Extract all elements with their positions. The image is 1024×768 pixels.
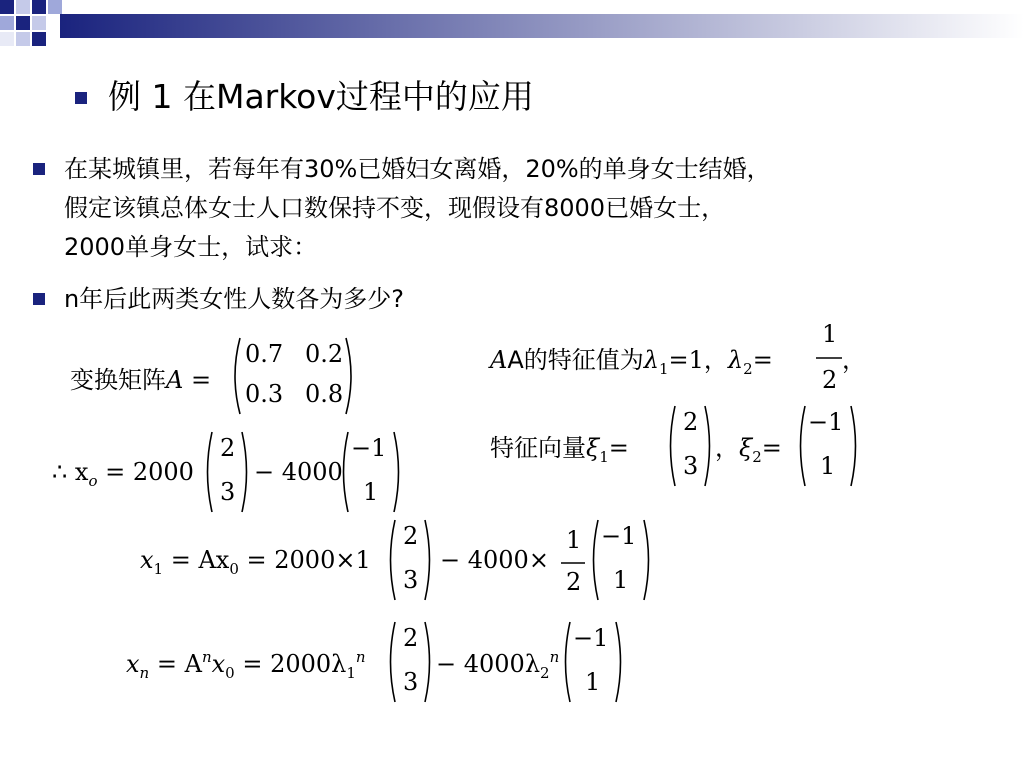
question-text: n年后此两类女性人数各为多少? <box>64 285 404 313</box>
matrix-entry-21: 0.3 <box>245 380 284 408</box>
eq0-vec2-top: −1 <box>351 434 387 462</box>
lambda2-fraction-bar <box>816 356 842 360</box>
eq1-fraction-bar <box>561 561 585 565</box>
eq1-frac-denominator: 2 <box>566 568 582 596</box>
xi1-bottom: 3 <box>683 452 699 480</box>
problem-bullet <box>33 163 45 175</box>
eqn-vec1-top: 2 <box>403 624 419 652</box>
matrix-entry-12: 0.2 <box>305 340 344 368</box>
lambda2-denominator: 2 <box>822 366 838 394</box>
problem-line-2: 假定该镇总体女士人口数保持不变，现假设有8000已婚女士， <box>64 194 726 222</box>
eqn-lhs: $x_n = A^nx_0 = 2000\lambda_1^n$ <box>126 648 366 682</box>
eq0-c2: − 4000 <box>254 458 343 486</box>
eigenvectors-line: 特征向量$\xi_1=$ <box>490 434 629 466</box>
problem-line-1: 在某城镇里，若每年有30%已婚妇女离婚，20%的单身女士结婚， <box>64 155 771 183</box>
eq1-c2: − 4000× <box>440 546 549 574</box>
problem-line-3: 2000单身女士，试求： <box>64 233 318 261</box>
comma: ， <box>842 346 866 374</box>
question-bullet <box>33 293 45 305</box>
lambda2-numerator: 1 <box>822 320 838 348</box>
eq0-vec2-bottom: 1 <box>363 478 379 506</box>
xi2-label: ，$\xi_2=$ <box>715 434 782 466</box>
eq0-lhs: ∴ $x_o = 2000$ <box>52 458 194 490</box>
matrix-entry-11: 0.7 <box>245 340 284 368</box>
eigenvalues-line: AA的特征值为$\lambda_1=1$，$\lambda_2=$ <box>490 346 773 378</box>
xi1-top: 2 <box>683 408 699 436</box>
eq0-vec1-top: 2 <box>220 434 236 462</box>
eq1-vec1-bottom: 3 <box>403 566 419 594</box>
eqn-vec2-top: −1 <box>573 624 609 652</box>
header-decoration <box>0 0 1024 60</box>
xi2-bottom: 1 <box>820 452 836 480</box>
eqn-vec1-bottom: 3 <box>403 668 419 696</box>
eq1-frac-numerator: 1 <box>566 526 582 554</box>
eq1-vec2-bottom: 1 <box>613 566 629 594</box>
header-gradient-bar <box>0 0 1024 60</box>
slide-title: 例 1 在Markov过程中的应用 <box>108 77 534 116</box>
matrix-entry-22: 0.8 <box>305 380 344 408</box>
eqn-vec2-bottom: 1 <box>585 668 601 696</box>
xi2-top: −1 <box>808 408 844 436</box>
eq0-vec1-bottom: 3 <box>220 478 236 506</box>
matrix-label: 变换矩阵A = <box>70 366 212 394</box>
eq1-vec1-top: 2 <box>403 522 419 550</box>
eq1-vec2-top: −1 <box>601 522 637 550</box>
eqn-c2: − $4000\lambda_2^n$ <box>436 648 560 682</box>
title-bullet <box>75 92 87 104</box>
eq1-lhs: $x_1 = Ax_0 = 2000\times 1$ <box>140 546 371 578</box>
